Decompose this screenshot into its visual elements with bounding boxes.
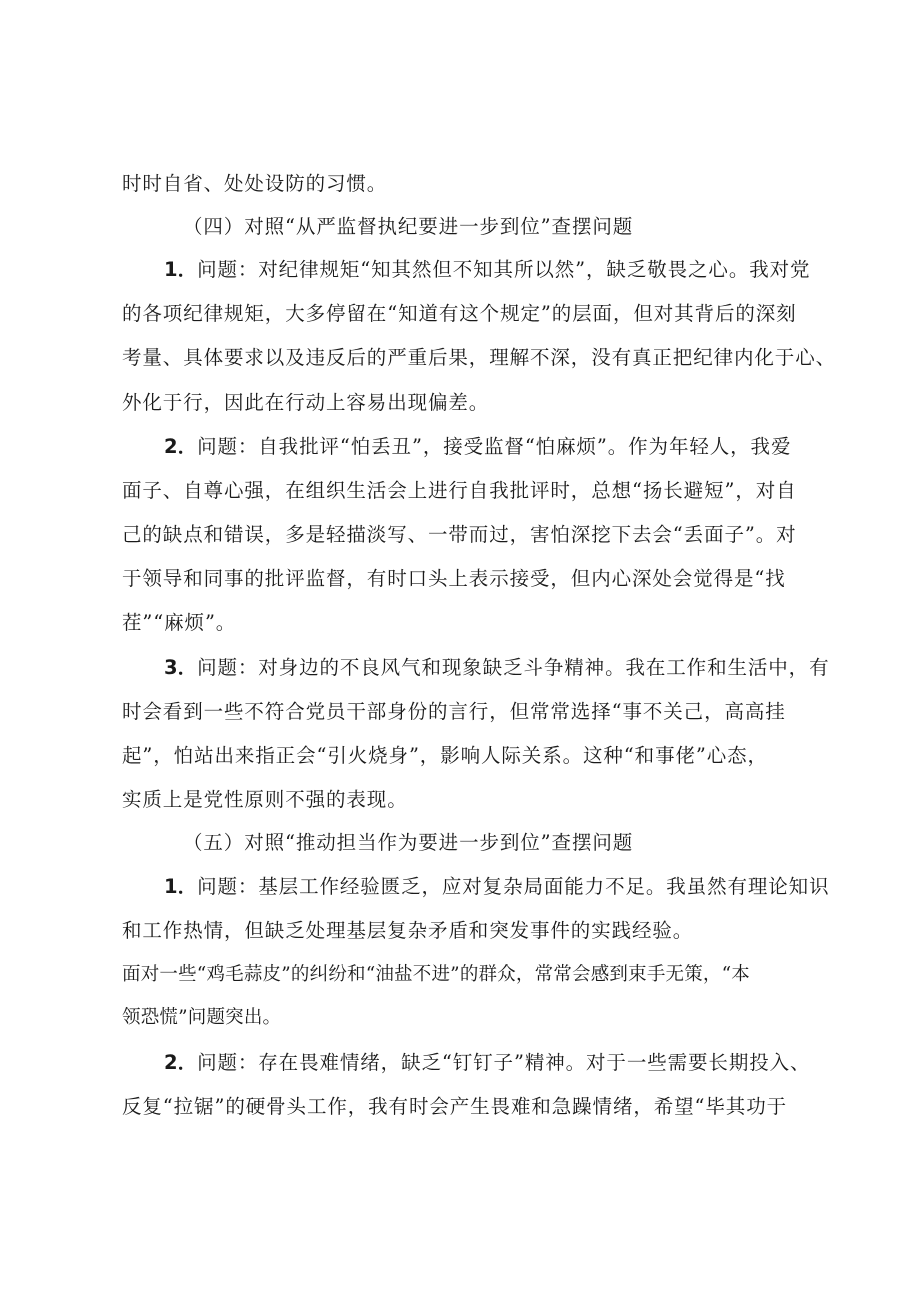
paragraph-line: 实质上是党性原则不强的表现。 — [122, 788, 408, 811]
item-number: 1． — [164, 258, 198, 281]
item-number: 2． — [164, 1051, 198, 1074]
item-1-heading: 1．问题：对纪律规矩“知其然但不知其所以然”，缺乏敬畏之心。我对党 — [164, 258, 811, 281]
paragraph-line: 面子、自尊心强，在组织生活会上进行自我批评时，总想“扬长避短”，对自 — [122, 479, 797, 502]
paragraph-line: 起”，怕站出来指正会“引火烧身”，影响人际关系。这种“和事佬”心态， — [122, 744, 768, 767]
paragraph-line: 领恐慌”问题突出。 — [122, 1007, 282, 1028]
section-heading-four: （四）对照“从严监督执纪要进一步到位”查摆问题 — [183, 215, 634, 238]
item-number: 2． — [164, 435, 198, 458]
paragraph-line: 面对一些“鸡毛蒜皮”的纠纷和“油盐不进”的群众，常常会感到束手无策，“本 — [122, 964, 750, 985]
item-2-heading: 2．问题：存在畏难情绪，缺乏“钉钉子”精神。对于一些需要长期投入、 — [164, 1051, 811, 1074]
paragraph-line: 反复“拉锯”的硬骨头工作，我有时会产生畏难和急躁情绪，希望“毕其功于 — [122, 1095, 788, 1118]
paragraph-line: 己的缺点和错误，多是轻描淡写、一带而过，害怕深挖下去会“丢面子”。对 — [122, 523, 797, 546]
paragraph-line: 时会看到一些不符合党员干部身份的言行，但常常选择“事不关己，高高挂 — [122, 700, 786, 723]
paragraph-line: 茬”“麻烦”。 — [122, 611, 237, 634]
section-heading-five: （五）对照“推动担当作为要进一步到位”查摆问题 — [183, 831, 634, 854]
item-number: 1． — [164, 875, 198, 898]
paragraph-line: 时时自省、处处设防的习惯。 — [122, 172, 388, 195]
paragraph-line: 的各项纪律规矩，大多停留在“知道有这个规定”的层面，但对其背后的深刻 — [122, 302, 797, 325]
paragraph-line: 于领导和同事的批评监督，有时口头上表示接受，但内心深处会觉得是“找 — [122, 567, 786, 590]
paragraph-line: 和工作热情，但缺乏处理基层复杂矛盾和突发事件的实践经验。 — [122, 919, 694, 942]
item-1-heading: 1．问题：基层工作经验匮乏，应对复杂局面能力不足。我虽然有理论知识 — [164, 875, 830, 898]
item-number: 3． — [164, 656, 198, 679]
paragraph-line: 考量、具体要求以及违反后的严重后果，理解不深，没有真正把纪律内化于心、 — [122, 346, 837, 369]
paragraph-line: 外化于行，因此在行动上容易出现偏差。 — [122, 391, 490, 414]
item-2-heading: 2．问题：自我批评“怕丢丑”，接受监督“怕麻烦”。作为年轻人，我爱 — [164, 435, 792, 458]
item-3-heading: 3．问题：对身边的不良风气和现象缺乏斗争精神。我在工作和生活中，有 — [164, 656, 830, 679]
